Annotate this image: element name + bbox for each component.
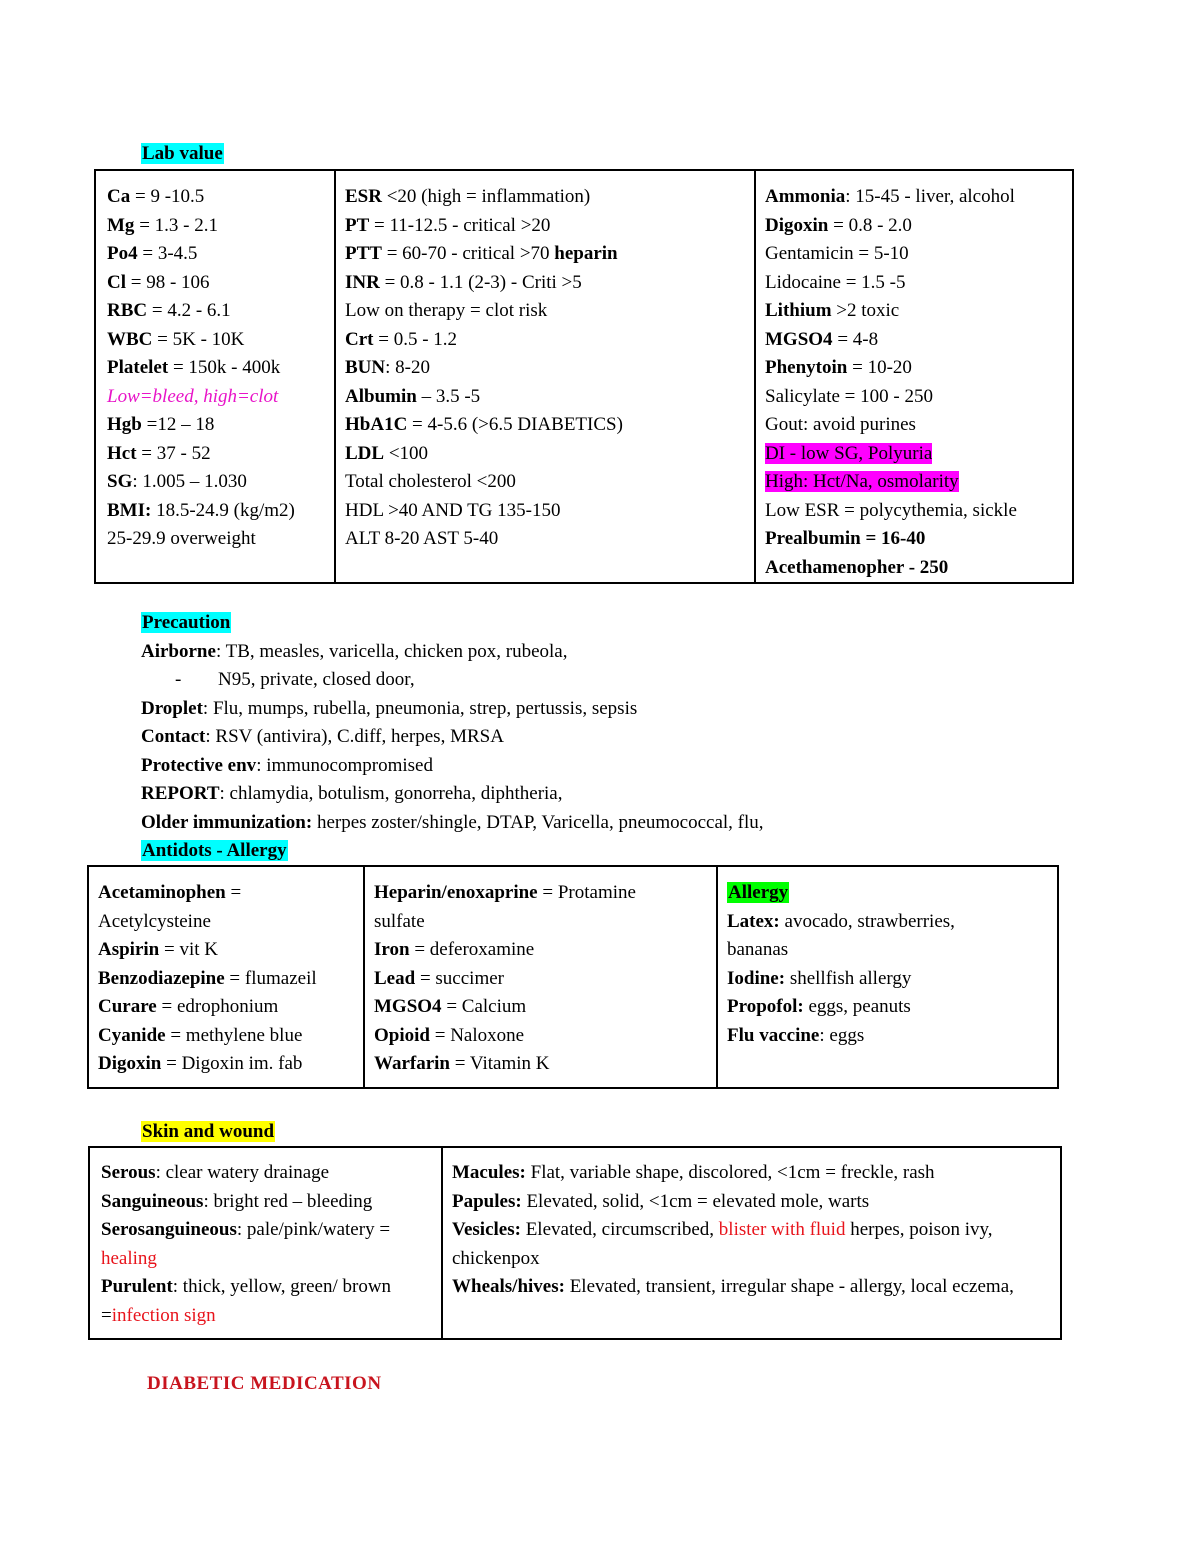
lab-value-item: PT = 11-12.5 - critical >20 [345, 214, 551, 236]
droplet-line: Droplet: Flu, mumps, rubella, pneumonia, strep, pertussis, sepsis [141, 697, 638, 719]
lab-value-item: BUN: 8-20 [345, 357, 430, 378]
lab-value-item: Platelet = 150k - 400k [107, 357, 281, 378]
lab-value-item: BMI: 18.5-24.9 (kg/m2) [107, 499, 295, 521]
lab-value-table [94, 169, 1074, 584]
lab-value-item: Low=bleed, high=clot [107, 385, 279, 407]
lab-value-item: Phenytoin = 10-20 [765, 357, 912, 378]
lab-value-item: Total cholesterol <200 [345, 471, 516, 492]
lab-value-item: MGSO4 = 4-8 [765, 328, 879, 350]
serosanguineous-line: Serosanguineous: pale/pink/watery = healing [101, 1219, 391, 1269]
lab-value-item: HbA1C = 4-5.6 (>6.5 DIABETICS) [345, 414, 623, 435]
allergy-item: Flu vaccine: eggs [727, 1024, 865, 1046]
macules-line: Macules: Flat, variable shape, discolored, <1cm = freckle, rash [452, 1162, 935, 1183]
wheals-line: Wheals/hives: Elevated, transient, irregular shape - allergy, local eczema, [452, 1276, 1014, 1297]
lab-value-item: LDL <100 [345, 442, 429, 464]
antidote-item: Heparin/enoxaprine = Protamine sulfate [374, 882, 636, 932]
report-line: REPORT: chlamydia, botulism, gonorreha, diphtheria, [141, 783, 563, 804]
lab-value-item: Ammonia: 15-45 - liver, alcohol [765, 186, 1015, 207]
purulent-line: Purulent: thick, yellow, green/ brown =infection sign [101, 1276, 392, 1326]
lab-col-2 [335, 170, 755, 583]
diabetic-medication-heading: DIABETIC MEDICATION [147, 1373, 382, 1394]
antidote-item: Warfarin = Vitamin K [374, 1053, 550, 1074]
lab-value-item: Acethamenopher - 250 [765, 556, 949, 578]
lab-value-item: Prealbumin = 16-40 [765, 528, 926, 549]
antidote-item: Cyanide = methylene blue [98, 1024, 303, 1046]
precaution-heading: Precaution [142, 612, 231, 633]
lab-value-item: Lidocaine = 1.5 -5 [765, 271, 906, 293]
airborne-sub-line: - N95, private, closed door, [175, 669, 415, 690]
antidote-item: Iron = deferoxamine [374, 939, 535, 960]
lab-value-item: Salicylate = 100 - 250 [765, 385, 933, 407]
papules-line: Papules: Elevated, solid, <1cm = elevated mole, warts [452, 1190, 870, 1212]
allergy-col [717, 866, 1058, 1088]
lab-value-item: INR = 0.8 - 1.1 (2-3) - Criti >5 [345, 271, 582, 293]
antidote-item: MGSO4 = Calcium [374, 996, 527, 1017]
lab-value-item: Low on therapy = clot risk [345, 300, 548, 321]
antidote-item: Lead = succimer [374, 967, 504, 989]
lab-value-item: Po4 = 3-4.5 [107, 243, 198, 264]
lab-value-item: ALT 8-20 AST 5-40 [345, 528, 499, 549]
lab-value-item: Hct = 37 - 52 [107, 442, 211, 464]
lab-value-item: Gout: avoid purines [765, 414, 916, 435]
antidote-item: Curare = edrophonium [98, 996, 279, 1017]
lab-value-item: RBC = 4.2 - 6.1 [107, 300, 231, 321]
antidotes-col-2 [364, 866, 717, 1088]
lab-value-item: Cl = 98 - 106 [107, 271, 210, 293]
lab-value-item: SG: 1.005 – 1.030 [107, 471, 247, 492]
airborne-line: Airborne: TB, measles, varicella, chicken pox, rubeola, [141, 640, 568, 662]
antidote-item: Opioid = Naloxone [374, 1024, 525, 1046]
precaution-section [141, 609, 764, 866]
lab-value-item: Low ESR = polycythemia, sickle [765, 499, 1017, 521]
di-highlight-1: DI - low SG, Polyuria [765, 442, 933, 464]
lesions-col [442, 1147, 1061, 1339]
lab-value-heading: Lab value [142, 143, 223, 164]
lab-value-item: Crt = 0.5 - 1.2 [345, 328, 458, 350]
contact-line: Contact: RSV (antivira), C.diff, herpes, MRSA [141, 726, 504, 747]
lab-value-item: PTT = 60-70 - critical >70 heparin [345, 243, 618, 264]
allergy-item: Propofol: eggs, peanuts [727, 996, 911, 1017]
allergy-item: Iodine: shellfish allergy [727, 967, 912, 989]
antidotes-col-1 [88, 866, 364, 1088]
lab-value-item: Albumin – 3.5 -5 [345, 385, 481, 407]
di-highlight-2: High: Hct/Na, osmolarity [765, 471, 959, 492]
lab-value-item: Digoxin = 0.8 - 2.0 [765, 214, 912, 236]
lab-value-item: ESR <20 (high = inflammation) [345, 186, 591, 207]
serous-line: Serous: clear watery drainage [101, 1162, 330, 1183]
lab-value-item: 25-29.9 overweight [107, 528, 256, 549]
lab-value-item: Lithium >2 toxic [765, 300, 900, 321]
lab-value-item: Hgb =12 – 18 [107, 414, 215, 435]
vesicles-line: Vesicles: Elevated, circumscribed, blister with fluid herpes, poison ivy, chickenpox [452, 1219, 993, 1269]
lab-col-3 [755, 170, 1073, 583]
skin-wound-heading: Skin and wound [142, 1121, 275, 1142]
antidote-item: Digoxin = Digoxin im. fab [98, 1053, 303, 1074]
lab-value-item: WBC = 5K - 10K [107, 328, 245, 350]
lab-value-item: Ca = 9 -10.5 [107, 186, 205, 207]
skin-wound-table [88, 1146, 1062, 1340]
antidotes-table [87, 865, 1059, 1089]
protective-line: Protective env: immunocompromised [141, 754, 433, 776]
antidote-item: Aspirin = vit K [98, 939, 218, 960]
antidote-item: Acetaminophen = Acetylcysteine [98, 882, 242, 932]
allergy-item: Latex: avocado, strawberries, bananas [727, 910, 955, 960]
allergy-heading: Allergy [728, 882, 789, 903]
sanguineous-line: Sanguineous: bright red – bleeding [101, 1190, 373, 1212]
lab-value-item: Mg = 1.3 - 2.1 [107, 214, 218, 236]
lab-col-1 [95, 170, 335, 583]
antidote-item: Benzodiazepine = flumazeil [98, 967, 317, 989]
lab-value-item: HDL >40 AND TG 135-150 [345, 499, 561, 521]
older-immunization-line: Older immunization: herpes zoster/shingle, DTAP, Varicella, pneumococcal, flu, [141, 811, 764, 833]
antidotes-heading: Antidots - Allergy [142, 840, 287, 861]
lab-value-item: Gentamicin = 5-10 [765, 243, 909, 264]
drainage-col [89, 1147, 442, 1339]
